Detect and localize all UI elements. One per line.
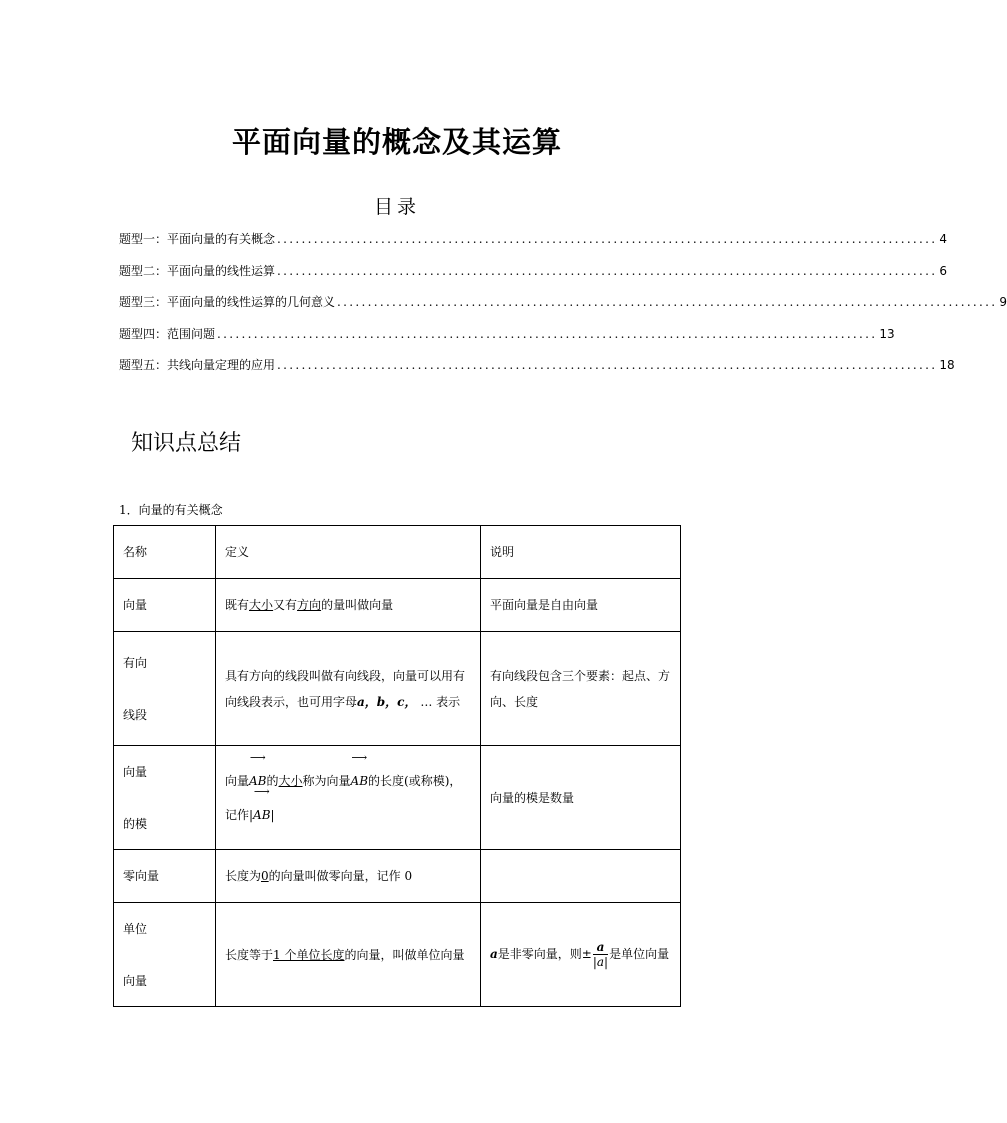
cell-name: [114, 746, 216, 850]
toc-item[interactable]: [119, 262, 948, 294]
def-underlined-term: 大小: [249, 598, 274, 612]
def-text: 称为向量: [302, 773, 351, 788]
vector-ab: ⟶ AB: [253, 798, 270, 832]
cell-name-line: 单位: [123, 921, 148, 936]
toc-item[interactable]: [119, 293, 1007, 325]
vector-ab: ⟶ AB: [249, 764, 266, 798]
cell-name-line: 向量: [123, 764, 148, 779]
def-underlined-term: 1 个单位长度: [273, 947, 345, 962]
header-cell-note: 说明: [481, 526, 681, 579]
note-vector-a: a: [490, 947, 498, 961]
def-text: 的向量，叫做单位向量: [344, 947, 465, 962]
toc-leader-dots: ............................................................................................................: [217, 326, 878, 341]
concepts-table: [113, 525, 681, 1007]
table-header-row: [114, 526, 681, 579]
table-row: [114, 746, 681, 850]
cell-name: [114, 632, 216, 746]
def-underlined-term: 方向: [297, 598, 322, 612]
def-text: 既有: [225, 598, 250, 612]
toc-leader-dots: ............................................................................................................: [277, 232, 938, 246]
def-underlined-term: 0: [261, 869, 269, 883]
section-heading: 知识点总结: [131, 431, 242, 456]
toc-item-page: 4: [939, 232, 948, 246]
toc-item[interactable]: [119, 325, 895, 357]
toc-item-page: 13: [879, 326, 895, 341]
cell-note: 有向线段包含三个要素：起点、方向、长度: [481, 632, 681, 746]
toc-heading: 目录: [373, 196, 420, 218]
table-row: [114, 850, 681, 903]
cell-definition: [216, 579, 481, 632]
toc-item-label: 题型三：: [119, 295, 168, 309]
toc-leader-dots: ............................................................................................................: [277, 358, 938, 372]
toc-item-page: 9: [999, 295, 1007, 309]
def-text: 的: [266, 773, 279, 788]
table-row: [114, 903, 681, 1007]
cell-name-line: 线段: [123, 707, 148, 722]
fraction-numerator: a: [593, 940, 608, 955]
toc-item-label: 题型五：: [119, 358, 168, 372]
note-text: 是非零向量，则±: [497, 947, 592, 961]
def-text: 向量: [225, 773, 250, 788]
header-cell-name: 名称: [114, 526, 216, 579]
def-text: 又有: [273, 598, 298, 612]
cell-name-line: 有向: [123, 655, 148, 670]
cell-note: [481, 850, 681, 903]
header-cell-definition: 定义: [216, 526, 481, 579]
toc-leader-dots: ............................................................................................................: [337, 295, 998, 309]
toc-item-text: 平面向量的线性运算: [167, 263, 276, 278]
def-text: … 表示: [416, 694, 461, 709]
def-text: 的向量叫做零向量，记作 0: [268, 869, 413, 883]
cell-note: 平面向量是自由向量: [481, 579, 681, 632]
cell-definition: [216, 850, 481, 903]
cell-name-line: 向量: [123, 973, 148, 988]
vector-ab: ⟶ AB: [351, 764, 368, 798]
cell-note: 向量的模是数量: [481, 746, 681, 850]
def-text: 长度等于: [225, 947, 274, 962]
toc-item-page: 6: [939, 263, 948, 278]
unit-vector-fraction: [593, 940, 608, 969]
toc-leader-dots: ............................................................................................................: [277, 263, 938, 278]
def-text: 的量叫做向量: [321, 598, 394, 612]
cell-name: 零向量: [114, 850, 216, 903]
toc-item-text: 平面向量的线性运算的几何意义: [167, 295, 336, 309]
toc-item-text: 范围问题: [167, 326, 216, 341]
toc-item-label: 题型二：: [119, 263, 168, 278]
toc-item[interactable]: [119, 356, 955, 388]
cell-name: 向量: [114, 579, 216, 632]
cell-name: [114, 903, 216, 1007]
note-text: 是单位向量: [609, 947, 670, 961]
cell-name-line: 的模: [123, 816, 148, 831]
cell-definition: [216, 746, 481, 850]
toc-item[interactable]: [119, 230, 948, 262]
toc-item-label: 题型四：: [119, 326, 168, 341]
toc-item-label: 题型一：: [119, 232, 168, 246]
def-text: 长度为: [225, 869, 262, 883]
cell-note: [481, 903, 681, 1007]
def-letters: a，b，c，: [357, 694, 417, 709]
fraction-denominator: |a|: [592, 955, 609, 969]
toc-item-text: 平面向量的有关概念: [167, 232, 276, 246]
toc-item-page: 18: [939, 358, 955, 372]
toc-item-text: 共线向量定理的应用: [167, 358, 276, 372]
table-of-contents: [119, 230, 1007, 388]
def-text: 的长度(或称模)，记作|: [225, 773, 462, 822]
cell-definition: [216, 632, 481, 746]
def-text: |: [270, 807, 275, 822]
table-row: [114, 579, 681, 632]
def-underlined-term: 大小: [278, 773, 303, 788]
def-text: 具有方向的线段叫做有向线段，向量可以用有向线段表示，也可用字母: [225, 668, 466, 709]
document-title: 平面向量的概念及其运算: [231, 125, 562, 159]
cell-definition: [216, 903, 481, 1007]
table-row: [114, 632, 681, 746]
table-caption: 1．向量的有关概念: [119, 503, 223, 517]
